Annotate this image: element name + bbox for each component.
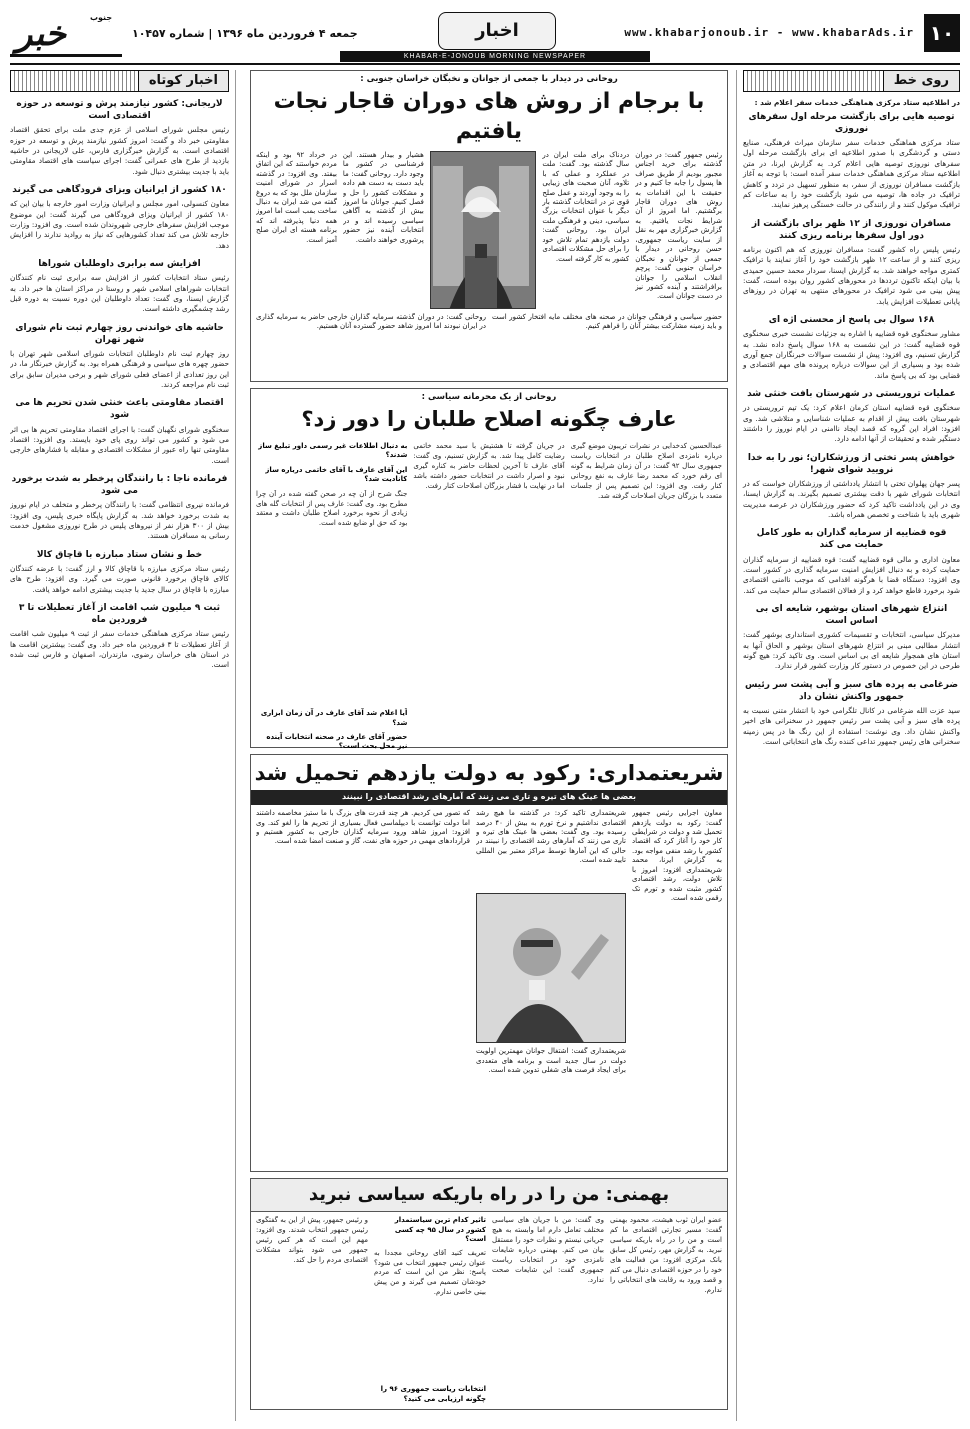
news-brief — [10, 602, 229, 671]
brief-body: رئیس مجلس شورای اسلامی از عزم جدی ملت برای تحقق اقتصاد مقاومتی خبر داد و گفت: امروز کشور نیازمند پرش و توسعه در حوزه اقتصادی است. به گزارش خبرگزاری فارس، علی لاریجانی در حاشیه بازدید از طرح های عمرانی گفت: اجرای سیاست های اقتصاد مقاومتی باید با جدیت بیشتری دنبال شود. — [10, 125, 229, 176]
news-brief — [743, 218, 960, 307]
brief-body: مشاور سخنگوی قوه قضاییه با اشاره به جزئیات نشست خبری سخنگوی قوه قضاییه گفت: در این نشست به ۱۶۸ سوال پاسخ داده نشد. به گزارش تسنیم، وی افزود: پیش از نشست سوالات خبرنگاران جمع آوری شده بود و بسیاری از این سوالات درباره پرونده های مهم اقتصادی و قضایی بود که بی پاسخ ماند. — [743, 329, 960, 380]
shariatmadari-story — [250, 754, 728, 1172]
story-text: که تصور می کردیم. هر چند قدرت های بزرگ با ما ستیز مخاصمه داشتند اما دولت توانست با دیپلماسی فعال بسیاری از تحریم ها را لغو کند. وی افزود: امروز شاهد ورود سرمایه گذاران خارجی به کشور هستیم و قراردادهای مهمی در حوزه های نفت، گاز و صنعت امضا شده است. — [256, 809, 470, 846]
story-text: هشیار و بیدار هستند. این فرشناسی در کشور ما وجود دارد. روحانی گفت: ما باید دست به دست هم داده و مشکلات کشور را حل و فصل کنیم. جوانان ما امروز بیش از گذشته به آگاهی سیاسی رسیده اند و در انتخابات آینده نیز حضور پرشوری خواهند داشت. — [342, 150, 424, 244]
brief-headline: ۱۸۰ کشور از ایرانیان ویزای فرودگاهی می گیرند — [12, 185, 227, 196]
news-brief — [10, 184, 229, 251]
brief-body: معاون کنسولی، امور مجلس و ایرانیان وزارت امور خارجه با بیان این که ۱۸۰ کشور از ایرانیان ویزای فرودگاهی می گیرند گفت: این موضوع موجب افزایش سفرهای خارجی شهروندان شده است. وی افزود: وزارت خارجه تلاش می کند تعداد کشورهایی که نیاز به روادید ندارند را افزایش دهد. — [10, 199, 229, 250]
brief-headline: ۱۶۸ سوال بی پاسخ از محسنی اژه ای — [768, 315, 935, 326]
left-column-title — [10, 70, 229, 92]
logo-subtext: جنوب — [90, 13, 113, 22]
news-brief — [10, 258, 229, 315]
lead-story — [250, 70, 728, 382]
story-text: روحانی گفت: در دوران گذشته سرمایه گذاران خارجی حاضر به سرمایه گذاری در ایران نبودند اما امروز شاهد حضور گسترده آنان هستیم. — [256, 312, 486, 331]
masthead — [10, 10, 960, 65]
brief-headline: اقتصاد مقاومتی باعث خنثی شدن تحریم ها می شود — [15, 398, 224, 421]
brief-headline: مسافران نوروزی از ۱۲ ظهر برای بازگشت از دور اول سفرها برنامه ریزی کنند — [751, 218, 952, 241]
website-urls[interactable]: www.khabarjonoub.ir - www.khabarAds.ir — [624, 26, 914, 39]
arefe-story — [250, 388, 728, 751]
speaker-illustration — [476, 894, 625, 1043]
brief-headline: لاریجانی: کشور نیازمند پرش و توسعه در حوزه اقتصادی است — [16, 99, 223, 122]
news-brief — [743, 679, 960, 748]
story-headline: عارف چگونه اصلاح طلبان را دور زد؟ — [301, 407, 677, 432]
story-text: عضو ایران ثوب هیشت، محمود بهمنی گفت: مسیر تجارتی اقتصادی ما کم است و من را در راه باریکه سیاسی نبرید. به گزارش مهر، رئیس کل سابق بانک مرکزی افزود: من فعالیت های خود را در حوزه اقتصادی دنبال می کنم و قصد ورود به رقابت های انتخاباتی را ندارم. — [610, 1216, 722, 1294]
story-body — [251, 149, 727, 311]
newspaper-logo — [10, 10, 122, 54]
story-text: معاون اجرایی رئیس جمهور گفت: رکود به دولت یازدهم تحمیل شد و دولت در شرایطی کار خود را آغاز کرد که اقتصاد کشور با رشد منفی مواجه بود. به گزارش ایرنا، محمد شریعتمداری افزود: امروز با تلاش دولت، رشد اقتصادی کشور مثبت شده و تورم تک رقمی شده است. — [632, 809, 722, 903]
brief-headline: ضرغامی به پرده های سبز و آبی پشت سر رئیس جمهور واکنش نشان داد — [744, 679, 959, 702]
news-brief — [743, 388, 960, 445]
brief-headline: خواهش پسر تختی از ورزشکاران؛ نور را به خدا نرویید شوای شهر! — [747, 452, 956, 475]
interview-question: تاثیر کدام ترین سیاستمدار کشور در سال ۹۵ چه کسی است؟ — [394, 1216, 486, 1244]
story-text: جنگ شرح از آن چه در صحن گفته شده در آن چرا مطرح بود. وی گفت: عارف پس از انتخابات گله های زیادی از نحوه برخورد اصلاح طلبان داشت و معتقد بود که حق او ضایع شده است. — [256, 489, 408, 528]
news-brief — [10, 397, 229, 466]
brief-headline: افزایش سه برابری داوطلبان شوراها — [38, 259, 201, 270]
story-subheadline: بعضی ها عینک های تیره و تاری می زنند که آمارهای رشد اقتصادی را نبینند — [251, 790, 727, 805]
title-hatching — [11, 71, 138, 91]
story-headline: شریعتمداری: رکود به دولت یازدهم تحمیل شد — [254, 761, 724, 785]
brief-headline: فرمانده ناجا : با رانندگان پرخطر به شدت برخورد می شود — [11, 474, 228, 497]
right-column — [736, 70, 960, 1421]
brief-headline: خط و نشان ستاد مبارزه با قاچاق کالا — [36, 549, 203, 560]
brief-body: روز چهارم ثبت نام داوطلبان انتخابات شورای اسلامی شهر تهران با حضور چهره های سیاسی و فرهنگی همراه بود. به گزارش خبرنگار ما، در این روز تعدادی از اعضای فعلی شورای شهر و برخی مدیران سابق برای ثبت نام مراجعه کردند. — [10, 348, 229, 389]
news-brief — [743, 603, 960, 672]
brief-body: رئیس ستاد مرکزی هماهنگی خدمات سفر از ثبت ۹ میلیون شب اقامت از آغاز تعطیلات تا ۳ فروردین ماه خبر داد. وی گفت: بیشترین اقامت ها در استان های خراسان رضوی، مازندران، اصفهان و فارس ثبت شده است. — [10, 629, 229, 670]
story-kicker: روحانی از یک محرمانه سیاسی : — [421, 392, 557, 402]
brief-body: رئیس ستاد انتخابات کشور از افزایش سه برابری ثبت نام کنندگان انتخابات شوراهای اسلامی شهر و روستا در مراکز استان ها خبر داد. به گزارش ایسنا، وی گفت: تعداد داوطلبان این دوره نسبت به دوره قبل رشد چشمگیری داشته است. — [10, 273, 229, 314]
story-text: در خرداد ۹۲ بود و اینکه مردم خواستند که این اتفاق بیفتد. وی افزود: در گذشته اسرار در شورای امنیت سازمان ملل بود که به دروغ گفته می شد ایران به دنبال ساخت بمب است اما امروز همه دنیا پذیرفته اند که برنامه هسته ای ایران صلح آمیز است. — [256, 150, 337, 244]
brief-body: معاون اداری و مالی قوه قضاییه گفت: قوه قضاییه از سرمایه گذاران حمایت کرده و به دنبال افزایش امنیت سرمایه گذاری در کشور است. وی افزود: دستگاه قضا با هرگونه اقدامی که موجب ناامنی اقتصادی شود برخورد قاطع خواهد کرد و از فعالان اقتصادی سالم حمایت می کند. — [743, 554, 960, 595]
newspaper-slogan: KHABAR-E-JONOUB MORNING NEWSPAPER — [340, 51, 650, 62]
shariatmadari-photo — [476, 893, 626, 1043]
left-column-label: اخبار کوتاه — [138, 71, 228, 91]
interview-column — [374, 1216, 486, 1404]
story-headline: با برجام از روش های دوران قاجار نجات یافتیم — [273, 89, 705, 145]
brief-body: رئیس ستاد مرکزی مبارزه با قاچاق کالا و ارز گفت: با عرضه کنندگان کالای قاچاق برخورد قانونی صورت می گیرد. وی افزود: طرح های مبارزه با قاچاق در سال جدید با جدیت بیشتری ادامه خواهد یافت. — [10, 563, 229, 594]
story-body — [251, 1212, 727, 1408]
interview-question: انتخابات ریاست جمهوری ۹۶ را چگونه ارزیابی می کنید؟ — [380, 1385, 486, 1403]
brief-body: پسر جهان پهلوان تختی با انتشار یادداشتی از ورزشکاران خواست که در انتخابات شورای شهر با دقت بیشتری تصمیم بگیرند. به گزارش ایسنا، وی در این یادداشت تاکید کرد که حضور ورزشکاران در عرصه مدیریت شهری باید با شناخت و تخصص همراه باشد. — [743, 478, 960, 519]
brief-body: سخنگوی قوه قضاییه استان کرمان اعلام کرد: یک تیم تروریستی در شهرستان بافت پیش از اقدام به عملیات شناسایی و متلاشی شد. وی افزود: افراد این گروه که قصد ایجاد ناامنی در ایام نوروز را داشتند دستگیر شده و تحقیقات از آنها ادامه دارد. — [743, 403, 960, 444]
story-middle — [476, 809, 626, 1169]
story-text: شریعتمداری گفت: اشتغال جوانان مهمترین اولویت دولت در سال جدید است و برنامه های متعددی برای ایجاد فرصت های شغلی تدوین شده است. — [476, 1047, 626, 1075]
interview-question: آیا اعلام شد آقای عارف در آن زمان ابزاری شد؟ — [260, 709, 408, 727]
brief-body: سید عزت الله ضرغامی در کانال تلگرامی خود با انتشار متنی نسبت به پرده های سبز و آبی پشت سر رئیس جمهور در سخنرانی های اخیر واکنش نشان داد. وی نوشت: استفاده از این رنگ ها در پس زمینه سخنرانی های رئیس جمهور تداعی کننده رنگ های انتخاباتی است. — [743, 706, 960, 747]
right-column-intro: در اطلاعیه ستاد مرکزی هماهنگی خدمات سفر اعلام شد : — [754, 98, 960, 107]
story-text: وی گفت: من با جریان های سیاسی مختلف تعامل دارم اما وابسته به هیچ جریانی نیستم و نظرات خود را مستقل بیان می کنم. بهمنی درباره شایعات نامزدی خود در انتخابات ریاست جمهوری گفت: این شایعات صحت ندارد. — [492, 1216, 604, 1284]
news-brief — [743, 527, 960, 596]
right-column-label: روی خط — [883, 71, 959, 91]
news-brief — [743, 452, 960, 521]
story-body — [251, 438, 727, 756]
news-brief — [10, 473, 229, 542]
brief-body: مدیرکل سیاسی، انتخابات و تقسیمات کشوری استانداری بوشهر گفت: انتشار مطالبی مبنی بر انتزاع شهرهای استان بوشهر و الحاق آنها به استان های همجوار شایعه ای بی اساس است. وی تاکید کرد: هیچ گونه طرحی در این خصوص در دستور کار وزارت کشور قرار ندارد. — [743, 630, 960, 671]
story-text: رئیس جمهور گفت: در دوران گذشته برای خرید اجناس مجبور بودیم از طریق صراف ها پسول را جابه جا کنیم و در حقیقت با این اقدامات به روش های دوران قاجار برگشتیم. اما امروز از آن شرایط نجات یافتیم. به گزارش خبرگزاری مهر به نقل از سایت ریاست جمهوری، حسن روحانی در دیدار با جمعی از جوانان و نخبگان خراسان جنوبی گفت: پرچم انقلاب اسلامی را جوانان برافراشتند و آینده کشور نیز در دست جوانان است. — [635, 150, 722, 301]
bahmani-story — [250, 1178, 728, 1410]
brief-headline: عملیات تروریستی در شهرستان بافت خنثی شد — [747, 389, 956, 400]
story-text: و رئیس جمهور، پیش از این به گفتگوی رئیس جمهور انتخاب شدند. وی افزود: مهم این است که هر کس رئیس جمهور می شود بتواند مشکلات اقتصادی مردم را حل کند. — [256, 1216, 368, 1265]
left-column — [10, 70, 236, 1421]
story-text: در جریان گرفته تا هشتیش با سید محمد خاتمی رضایت کامل پیدا شد. به گزارش تسنیم، وی گفت: آقای عارف تا آخرین لحظات حاضر به کناره گیری نبود و اصرار داشت در انتخابات حضور داشته باشد اما در نهایت با فشار بزرگان اصلاحات کنار رفت. — [413, 441, 565, 490]
brief-body: سخنگوی شورای نگهبان گفت: با اجرای اقتصاد مقاومتی تحریم ها بی اثر می شود و کشور می تواند روی پای خود بایستد. وی افزود: اقتصاد مقاومتی تنها راه عبور از مشکلات اقتصادی و مقابله با فشارهای خارجی است. — [10, 424, 229, 465]
right-column-title — [743, 70, 960, 92]
section-title: اخبار — [438, 12, 556, 50]
story-text: حضور سیاسی و فرهنگی جوانان در صحنه های مختلف مایه افتخار کشور است و باید زمینه مشارکت بیشتر آنان را فراهم کنیم. — [492, 312, 722, 331]
interview-question: به دنبال اطلاعات غیر رسمی داور تبلیغ ساز شدند؟ — [258, 441, 408, 460]
story-text: شریعتمداری تاکید کرد: در گذشته ما هیچ رشد اقتصادی نداشتیم و نرخ تورم به بیش از ۴۰ درصد رسیده بود. وی گفت: بعضی ها عینک های تیره و تاری می زنند که آمارهای رشد اقتصادی را نبینند در حالی که این آمارها توسط مراکز معتبر بین المللی تایید شده است. — [476, 809, 626, 865]
brief-body: ستاد مرکزی هماهنگی خدمات سفر سازمان میراث فرهنگی، صنایع دستی و گردشگری با صدور اطلاعیه ای برای بازگشت مرحله اول سفرهای نوروزی توصیه هایی اعلام کرد. به گزارش ایرنا، در متن اطلاعیه ستاد مرکزی هماهنگی خدمات سفر آمده است: با توجه به آغاز بازگشت مسافران نوروزی از سفر، به منظور تسهیل در تردد و کاهش ترافیک در جاده ها، توصیه می شود بازگشت خود را به ساعات کم ترافیک موکول کنند و از رانندگی در حالت خستگی پرهیز نمایند. — [743, 138, 960, 210]
story-text: عبدالحسین کدخدایی در نشرات تریبون موضع گیری درباره نامزدی اصلاح طلبان در انتخابات ریاست جمهوری سال ۹۲ گفت: در آن زمان شرایط به گونه ای رقم خورد که محمد رضا عارف به نفع روحانی کنار رفت. وی افزود: این تصمیم پس از جلسات متعدد با بزرگان جریان اصلاحات گرفته شد. — [570, 441, 722, 500]
logo-underline — [10, 54, 122, 57]
issue-dateline: جمعه ۴ فروردین ماه ۱۳۹۶ | شماره ۱۰۴۵۷ — [132, 27, 358, 40]
story-body — [251, 805, 727, 1173]
logo-text: خبر — [16, 14, 67, 54]
news-brief — [743, 314, 960, 381]
brief-headline: ثبت ۹ میلیون شب اقامت از آغاز تعطیلات تا ۳ فروردین ماه — [18, 602, 221, 626]
brief-headline: حاشیه های خواندنی روز چهارم ثبت نام شورای شهر تهران — [15, 322, 224, 345]
title-hatching — [744, 71, 883, 91]
main-column — [250, 70, 728, 1421]
news-brief — [10, 322, 229, 391]
brief-body: رئیس پلیس راه کشور گفت: مسافران نوروزی که هم اکنون برنامه ریزی کنند و از ساعت ۱۲ ظهر بازگشت خود را آغاز نمایند با ترافیک کمتری مواجه خواهند شد. به گزارش ایسنا، سردار محمد حسین حمیدی با بیان اینکه تاکنون ترددها در محورهای کشور روان بوده است، گفت: پیش بینی می شود ترافیک در محورهای منتهی به تهران در روزهای پایانی تعطیلات افزایش یابد. — [743, 244, 960, 306]
page-number: ۱۰ — [924, 14, 960, 52]
news-brief — [743, 111, 960, 211]
interview-question: این آقای عارف با آقای خاتمی درباره ساز کانادیت شد؟ — [265, 465, 408, 484]
interview-column — [256, 442, 407, 752]
news-brief — [10, 98, 229, 177]
story-text: تعریف کنید آقای روحانی مجددا به عنوان رئیس جمهور انتخاب می شود؟ پاسخ: نظر من این است که مردم خودشان تصمیم می گیرند و من پیش بینی خاصی ندارم. — [374, 1248, 486, 1297]
brief-headline: توصیه هایی برای بازگشت مرحله اول سفرهای نوروزی — [748, 111, 955, 134]
story-kicker: روحانی در دیدار با جمعی از جوانان و نخبگان خراسان جنوبی : — [360, 74, 618, 84]
brief-headline: انتزاع شهرهای استان بوشهر، شایعه ای بی اساس است — [755, 604, 948, 627]
speaker-illustration — [430, 152, 536, 309]
story-headline: بهمنی: من را در راه باریکه سیاسی نبرید — [251, 1179, 727, 1212]
rouhani-photo — [430, 151, 537, 309]
brief-headline: قوه قضاییه از سرمایه گذاران به طور کامل حمایت می کند — [756, 528, 947, 551]
interview-question: حضور آقای عارف در صحنه انتخابات آینده نیز محل بحث است؟ — [266, 732, 408, 751]
brief-body: فرمانده نیروی انتظامی گفت: با رانندگان پرخطر و متخلف در ایام نوروز به شدت برخورد خواهد شد. به گزارش پایگاه خبری پلیس، وی افزود: بیش از ۳۰۰ هزار نفر از نیروهای پلیس در طرح نوروزی مشغول خدمت رسانی به مسافران هستند. — [10, 500, 229, 541]
news-brief — [10, 549, 229, 595]
story-text: دردناک برای ملت ایران در سال گذشته بود. گفت: ملت در عملکرد و عملی که با تلاوه، آنان صحبت های زیبایی را به وجود آوردند و عمل صلح قوی تر در انتخابات گذشته بار دیگر با عنوان انتخابات بزرگ سیاسی، دینی و فرهنگی ملت ایران بود. روحانی گفت: دولت یازدهم تمام تلاش خود را برای حل مشکلات اقتصادی کشور به کار گرفته است. — [542, 150, 630, 263]
